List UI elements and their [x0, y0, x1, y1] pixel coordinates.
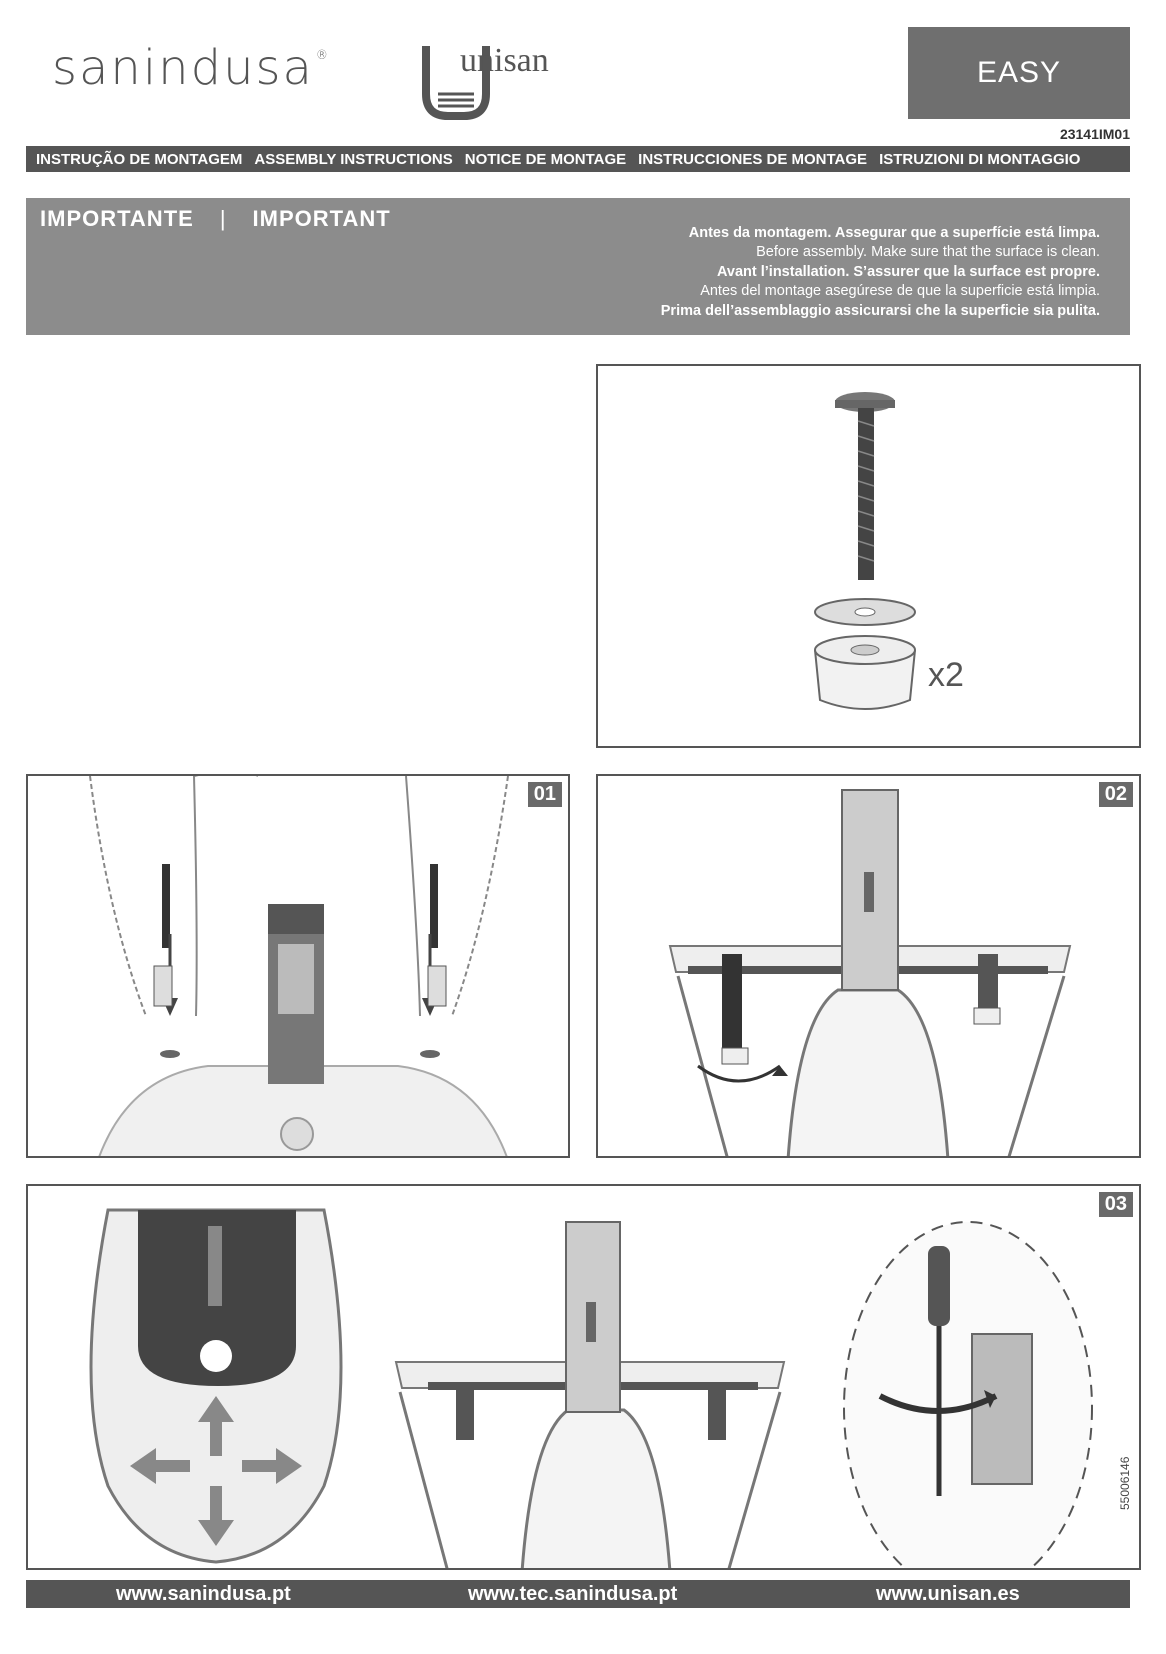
step-01-number: 01	[528, 782, 562, 807]
document-code: 23141IM01	[1059, 126, 1130, 142]
step-03-panel	[26, 1184, 1141, 1570]
side-reference-code: 55006146	[1118, 1456, 1132, 1510]
step-03-illustration	[28, 1186, 1141, 1570]
sanindusa-logo-text: sanindusa	[52, 40, 314, 96]
important-line-it: Prima dell’assemblaggio assicurarsi che la superficie sia pulita.	[660, 302, 1100, 319]
important-heading	[40, 206, 391, 232]
registered-mark: ®	[315, 48, 330, 62]
important-line-pt: Antes da montagem. Assegurar que a superfície está limpa.	[688, 225, 1100, 241]
unisan-logo-text: unisan	[460, 42, 549, 79]
step-01-illustration	[28, 776, 570, 1158]
step-02-illustration	[598, 776, 1141, 1158]
bolt-assembly-illustration	[598, 366, 1141, 748]
product-name-box	[908, 27, 1130, 119]
title-es: INSTRUCCIONES DE MONTAGE	[638, 150, 868, 168]
footer-link-unisan[interactable]: www.unisan.es	[876, 1582, 1020, 1605]
product-name: EASY	[976, 56, 1062, 89]
title-fr: NOTICE DE MONTAGE	[464, 150, 627, 168]
sanindusa-logo	[52, 40, 330, 96]
important-text	[661, 224, 1100, 321]
footer-link-sanindusa[interactable]: www.sanindusa.pt	[116, 1582, 291, 1605]
heading-separator: |	[219, 206, 227, 231]
parts-panel	[596, 364, 1141, 748]
important-line-en: Before assembly. Make sure that the surface is clean.	[756, 244, 1100, 261]
quantity-label: x2	[928, 656, 964, 694]
step-03-number: 03	[1099, 1192, 1133, 1217]
important-heading-pt: IMPORTANTE	[40, 206, 194, 231]
title-it: ISTRUZIONI DI MONTAGGIO	[879, 150, 1081, 168]
footer-bar	[26, 1580, 1130, 1608]
important-line-fr: Avant l’installation. S’assurer que la surface est propre.	[716, 263, 1100, 280]
important-heading-en: IMPORTANT	[252, 206, 391, 231]
step-02-panel	[596, 774, 1141, 1158]
title-pt: INSTRUÇÃO DE MONTAGEM	[36, 150, 243, 168]
unisan-logo	[420, 38, 560, 120]
title-en: ASSEMBLY INSTRUCTIONS	[254, 150, 453, 168]
important-line-es: Antes del montage asegúrese de que la superficie está limpia.	[700, 283, 1100, 300]
instructions-title-bar	[26, 146, 1130, 172]
step-02-number: 02	[1099, 782, 1133, 807]
footer-link-tec-sanindusa[interactable]: www.tec.sanindusa.pt	[468, 1582, 678, 1605]
important-notice	[26, 198, 1130, 335]
step-01-panel	[26, 774, 570, 1158]
